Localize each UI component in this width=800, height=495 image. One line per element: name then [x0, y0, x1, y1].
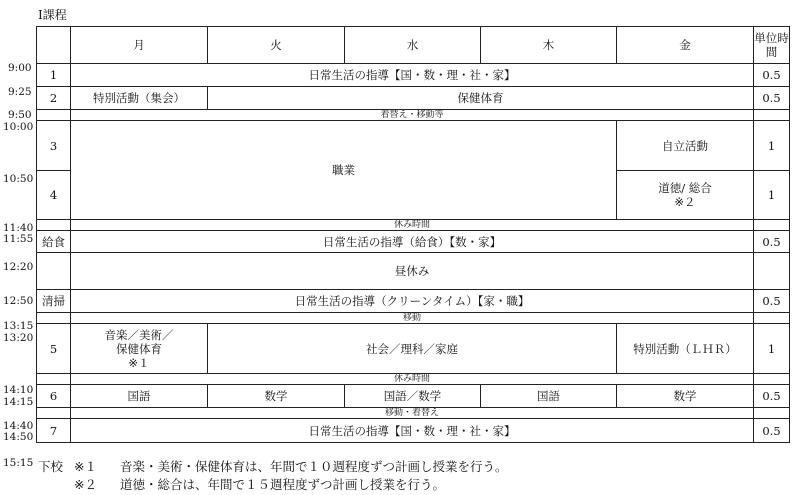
day-header-mon: 月	[71, 27, 208, 64]
period-label: 2	[37, 87, 71, 110]
period-content-mon	[71, 324, 208, 374]
page-title: Ⅰ課程	[38, 8, 67, 22]
cell-line: 音楽／美術／	[104, 327, 174, 342]
period-label: 1	[37, 64, 71, 87]
table-row	[37, 121, 790, 171]
unit-header: 単位時間	[754, 27, 790, 64]
break-row	[37, 408, 790, 419]
period-content: 日常生活の指導（給食）【数・家】	[71, 231, 754, 253]
time-label: 14:15	[3, 396, 34, 408]
break-label: 休み時間	[71, 374, 754, 385]
time-label: 13:15	[3, 320, 34, 332]
table-row	[37, 385, 790, 408]
timetable	[36, 26, 790, 443]
period-label: 清掃	[37, 290, 71, 313]
unit-value: 0.5	[754, 64, 790, 87]
unit-value: 1	[754, 121, 790, 171]
time-label: 10:50	[3, 173, 34, 185]
unit-value: 1	[754, 324, 790, 374]
day-header-thu: 木	[481, 27, 617, 64]
period-label: 給食	[37, 231, 71, 253]
period-label: 6	[37, 385, 71, 408]
period-content-fri: 特別活動（ＬＨＲ）	[617, 324, 754, 374]
unit-value: 0.5	[754, 290, 790, 313]
time-label: 10:00	[3, 121, 34, 133]
time-label: 11:55	[3, 233, 34, 245]
day-header-wed: 水	[345, 27, 481, 64]
break-row	[37, 313, 790, 324]
cell-line: ※２	[674, 195, 696, 209]
period-content: 保健体育	[208, 87, 754, 110]
break-label: 休み時間	[71, 220, 754, 231]
period-content: 職業	[71, 121, 617, 220]
table-row	[37, 419, 790, 443]
header-row	[37, 27, 790, 64]
note-text: 道徳・総合は、年間で１５週程度ずつ計画し授業を行う。	[120, 477, 446, 492]
period-content: 日常生活の指導【国・数・理・社・家】	[71, 64, 754, 87]
time-label: 14:40	[3, 420, 34, 432]
note-mark: ※１	[74, 459, 97, 474]
time-label: 13:20	[3, 332, 34, 344]
time-label: 14:10	[3, 384, 34, 396]
period-content-wed: 国語／数学	[345, 385, 481, 408]
break-row	[37, 220, 790, 231]
table-row	[37, 87, 790, 110]
time-label: 9:00	[8, 62, 32, 74]
unit-value: 0.5	[754, 231, 790, 253]
period-content: 日常生活の指導【国・数・理・社・家】	[71, 419, 754, 443]
table-row	[37, 253, 790, 290]
period-label: 5	[37, 324, 71, 374]
note-mark: ※２	[74, 477, 97, 492]
break-row	[37, 110, 790, 121]
dismissal-label: 下校	[38, 459, 64, 474]
period-label: 7	[37, 419, 71, 443]
cell-line: 保健体育	[116, 341, 162, 356]
time-label: 12:50	[3, 295, 34, 307]
table-row	[37, 290, 790, 313]
day-header-tue: 火	[208, 27, 345, 64]
time-label: 14:50	[3, 431, 34, 443]
corner-cell	[37, 27, 71, 64]
time-label: 9:25	[8, 86, 32, 98]
time-label: 11:40	[3, 222, 34, 234]
period-content-fri: 数学	[617, 385, 754, 408]
time-label: 9:50	[8, 109, 32, 121]
period-label: 4	[37, 171, 71, 220]
period-content-tue: 数学	[208, 385, 345, 408]
period-content-mon: 国語	[71, 385, 208, 408]
unit-value: 0.5	[754, 87, 790, 110]
period-content-thu: 国語	[481, 385, 617, 408]
period-content-fri	[617, 171, 754, 220]
break-label: 移動・着替え	[71, 408, 754, 419]
time-label: 15:15	[3, 457, 34, 469]
period-content: 社会／理科／家庭	[208, 324, 617, 374]
break-label: 着替え・移動等	[71, 110, 754, 121]
break-row	[37, 374, 790, 385]
time-label: 12:20	[3, 261, 34, 273]
period-label: 3	[37, 121, 71, 171]
unit-value: 1	[754, 171, 790, 220]
break-label: 移動	[71, 313, 754, 324]
period-content-mon: 特別活動（集会）	[71, 87, 208, 110]
cell-line: 道徳/ 総合	[658, 181, 712, 195]
unit-value: 0.5	[754, 419, 790, 443]
table-row	[37, 324, 790, 374]
period-content: 日常生活の指導（クリーンタイム）【家・職】	[71, 290, 754, 313]
period-content: 昼休み	[71, 253, 754, 290]
note-text: 音楽・美術・保健体育は、年間で１０週程度ずつ計画し授業を行う。	[120, 459, 508, 474]
cell-line: ※１	[128, 355, 150, 370]
table-row	[37, 64, 790, 87]
day-header-fri: 金	[617, 27, 754, 64]
table-row	[37, 231, 790, 253]
period-content-fri: 自立活動	[617, 121, 754, 171]
unit-value: 0.5	[754, 385, 790, 408]
